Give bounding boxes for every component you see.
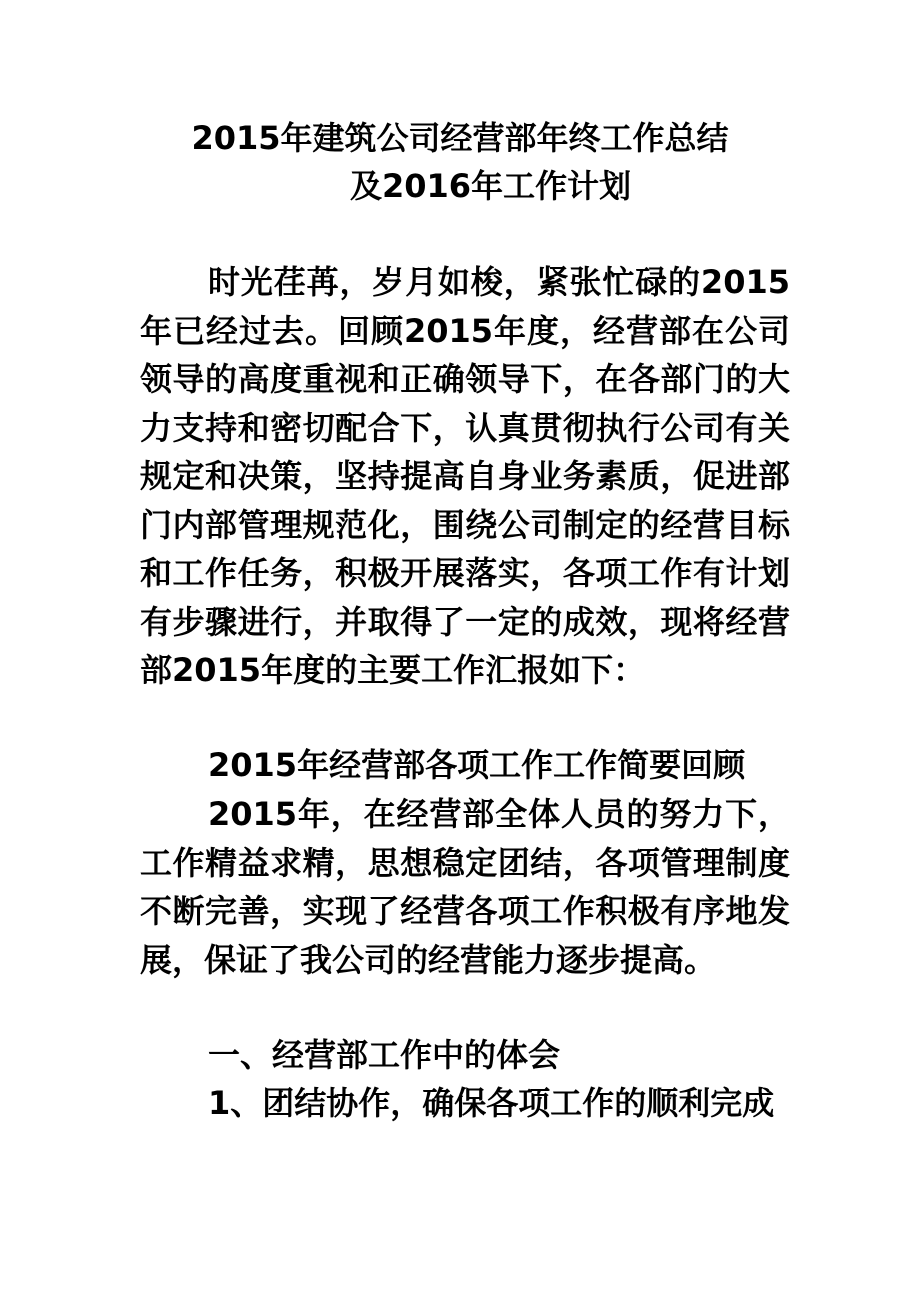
review-summary-paragraph: 2015年，在经营部全体人员的努力下，工作精益求精，思想稳定团结，各项管理制度不断完善，实现了经营各项工作积极有序地发展，保证了我公司的经营能力逐步提高。: [140, 795, 790, 979]
review-heading-paragraph: 2015年经营部各项工作工作简要回顾: [208, 746, 746, 784]
document-title-line-2: 及2016年工作计划: [350, 167, 632, 205]
section-heading: 一、经营部工作中的体会: [208, 1036, 561, 1074]
intro-paragraph: 时光荏苒，岁月如梭，紧张忙碌的2015年已经过去。回顾2015年度，经营部在公司领导的高度重视和正确领导下，在各部门的大力支持和密切配合下，认真贯彻执行公司有关规定和决策，坚持提高自身业务素质，促进部门内部管理规范化，围绕公司制定的经营目标和工作任务，积极开展落实，各项工作有计划有步骤进行，并取得了一定的成效，现将经营部2015年度的主要工作汇报如下：: [140, 263, 790, 689]
subsection-heading: 1、团结协作，确保各项工作的顺利完成: [208, 1084, 775, 1122]
document-title-line-1: 2015年建筑公司经营部年终工作总结: [191, 119, 729, 157]
